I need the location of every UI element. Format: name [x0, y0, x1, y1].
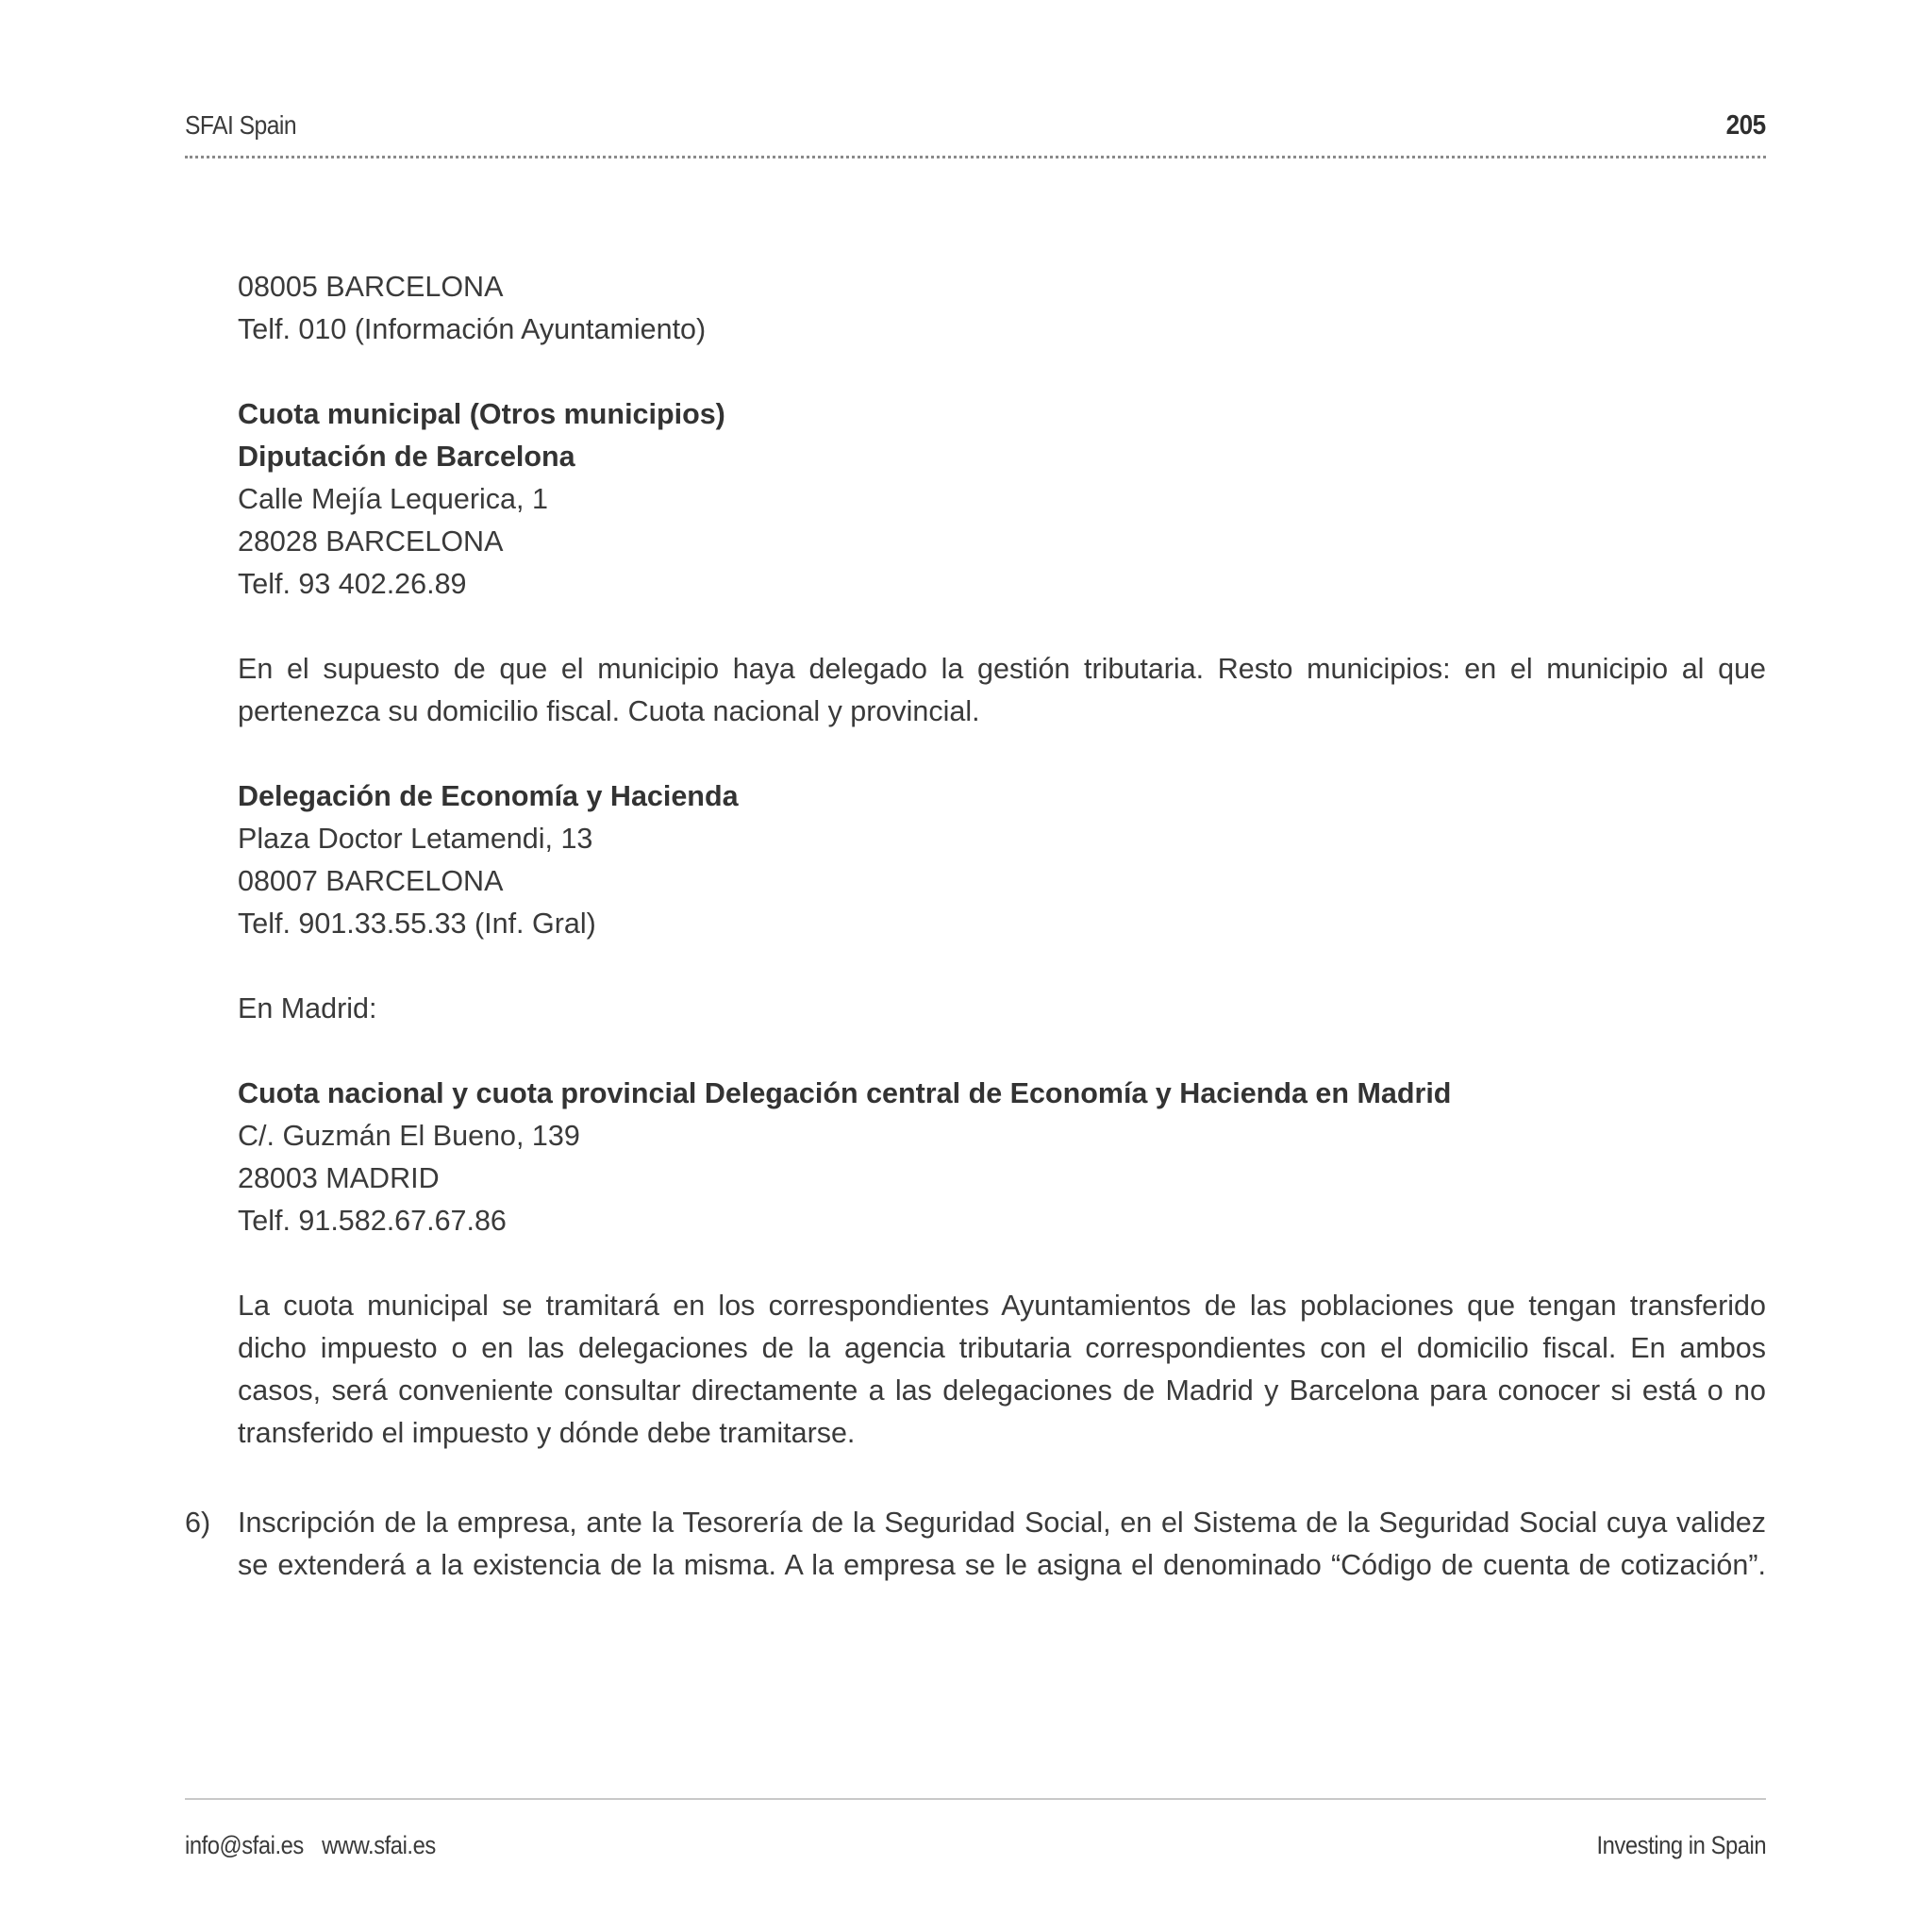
header-divider: [185, 156, 1766, 158]
paragraph-gestion-tributaria: [238, 648, 1766, 733]
paragraph-line: En el supuesto de que el municipio haya delegado la gestión tributaria. Resto municipios: en el municipio al que: [238, 653, 1766, 685]
phone-line: Telf. 91.582.67.67.86: [238, 1205, 507, 1237]
list-number: 6): [185, 1507, 211, 1539]
list-item-line: Inscripción de la empresa, ante la Tesorería de la Seguridad Social, en el Sistema de la Seguridad Social cuya validez: [238, 1507, 1766, 1539]
postal-code: 28003 MADRID: [238, 1162, 440, 1194]
footer-website-link[interactable]: www.sfai.es: [322, 1831, 436, 1859]
paragraph-line: casos, será conveniente consultar directamente a las delegaciones de Madrid y Barcelona para conocer si está o no: [238, 1374, 1766, 1407]
paragraph-line: pertenezca su domicilio fiscal. Cuota nacional y provincial.: [238, 695, 980, 727]
footer-publication-title: Investing in Spain: [1596, 1831, 1766, 1859]
postal-code: 08005 BARCELONA: [238, 271, 504, 303]
footer-email-link[interactable]: info@sfai.es: [185, 1831, 304, 1859]
paragraph-line: transferido el impuesto y dónde debe tramitarse.: [238, 1417, 856, 1449]
list-item-line: se extenderá a la existencia de la misma. A la empresa se le asigna el denominado “Código de cuenta de cotización”.: [238, 1549, 1766, 1581]
paragraph-line: dicho impuesto o en las delegaciones de la agencia tributaria correspondientes con el domicilio fiscal. En ambos: [238, 1332, 1766, 1364]
address-block-diputacion: [238, 393, 1766, 606]
paragraph-line: La cuota municipal se tramitará en los correspondientes Ayuntamientos de las poblaciones que tengan transferido: [238, 1290, 1766, 1322]
street-address: Plaza Doctor Letamendi, 13: [238, 823, 593, 855]
organization-name: Delegación de Economía y Hacienda: [238, 780, 739, 812]
postal-code: 28028 BARCELONA: [238, 525, 504, 558]
address-block-delegacion-madrid: [238, 1073, 1766, 1242]
header-title: SFAI Spain: [185, 110, 297, 140]
organization-name: Diputación de Barcelona: [238, 441, 575, 473]
address-block-barcelona-ayuntamiento: [238, 266, 1766, 351]
postal-code: 08007 BARCELONA: [238, 865, 504, 897]
phone-line: Telf. 901.33.55.33 (Inf. Gral): [238, 908, 596, 940]
paragraph-cuota-municipal: [238, 1285, 1766, 1455]
page-number: 205: [1726, 110, 1766, 141]
street-address: C/. Guzmán El Bueno, 139: [238, 1120, 580, 1152]
address-block-delegacion-barcelona: [238, 775, 1766, 945]
organization-name: Cuota nacional y cuota provincial Delegación central de Economía y Hacienda en Madrid: [238, 1077, 1452, 1109]
phone-line: Telf. 010 (Información Ayuntamiento): [238, 313, 707, 345]
list-item-6: [185, 1502, 1766, 1587]
madrid-intro: [238, 988, 1766, 1030]
phone-line: Telf. 93 402.26.89: [238, 568, 467, 600]
street-address: Calle Mejía Lequerica, 1: [238, 483, 548, 515]
page-body: [238, 266, 1766, 1455]
section-heading: Cuota municipal (Otros municipios): [238, 398, 725, 430]
footer-contact: [185, 1826, 436, 1864]
intro-text: En Madrid:: [238, 992, 377, 1024]
footer-divider: [185, 1798, 1766, 1800]
